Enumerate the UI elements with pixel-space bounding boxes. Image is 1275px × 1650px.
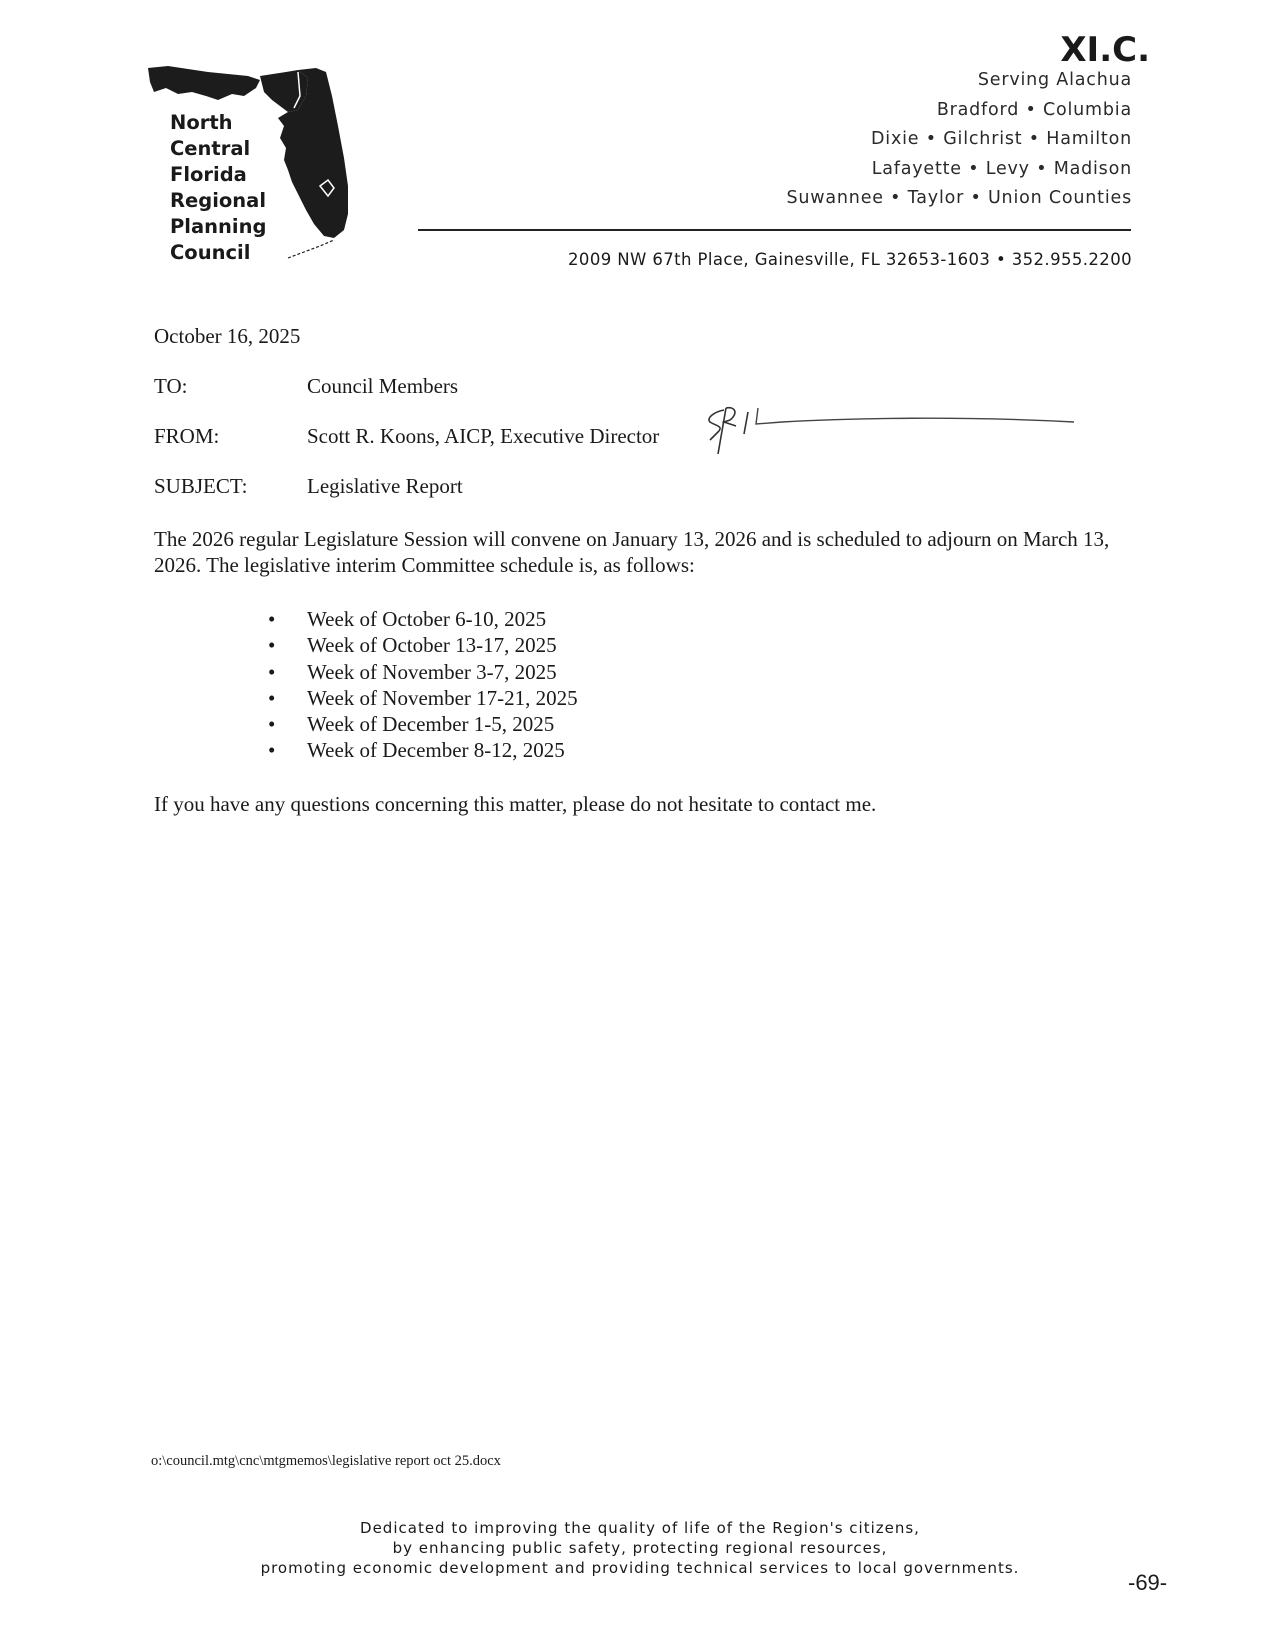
logo-line: Regional — [170, 189, 267, 212]
subject-value: Legislative Report — [307, 474, 463, 498]
list-item — [154, 685, 578, 711]
bullet-icon: • — [268, 712, 276, 737]
file-path: o:\council.mtg\cnc\mtgmemos\legislative report oct 25.docx — [151, 1453, 501, 1469]
list-item — [154, 711, 578, 737]
body-paragraph: The 2026 regular Legislature Session will convene on January 13, 2026 and is scheduled to adjourn on March 13, 2026. The legislative interim Committee schedule is, as follows: — [154, 527, 1110, 577]
mission-line: by enhancing public safety, protecting regional resources, — [392, 1539, 888, 1557]
page-number: -69- — [1128, 1570, 1168, 1595]
serving-line: Dixie • Gilchrist • Hamilton — [871, 129, 1132, 149]
memo-date: October 16, 2025 — [154, 324, 301, 348]
schedule-week: Week of November 3-7, 2025 — [307, 659, 557, 684]
mission-line: promoting economic development and providing technical services to local governments. — [260, 1559, 1020, 1577]
header-divider — [418, 229, 1131, 231]
signature-icon — [702, 404, 1082, 460]
schedule-week: Week of December 1-5, 2025 — [307, 712, 555, 737]
logo-line: Council — [170, 241, 251, 264]
to-value: Council Members — [307, 374, 459, 398]
committee-schedule-list — [154, 606, 578, 764]
bullet-icon: • — [268, 633, 276, 658]
serving-line: Bradford • Columbia — [936, 99, 1132, 120]
closing-sentence: If you have any questions concerning this matter, please do not hesitate to contact me. — [154, 792, 877, 816]
agenda-item-label: XI.C. — [1060, 30, 1150, 70]
schedule-week: Week of December 8-12, 2025 — [307, 738, 565, 763]
serving-line: Suwannee • Taylor • Union Counties — [786, 188, 1132, 208]
logo-line: North — [170, 111, 233, 134]
from-value: Scott R. Koons, AICP, Executive Director — [307, 424, 660, 448]
logo-line: Central — [170, 137, 251, 160]
schedule-week: Week of October 13-17, 2025 — [307, 633, 557, 658]
list-item — [154, 659, 578, 685]
from-label: FROM: — [154, 424, 220, 448]
bullet-icon: • — [268, 607, 276, 631]
council-address: 2009 NW 67th Place, Gainesville, FL 32653-1603 • 352.955.2200 — [568, 250, 1132, 269]
to-label: TO: — [154, 374, 188, 398]
logo-line: Florida — [170, 163, 247, 186]
list-item — [154, 606, 578, 632]
subject-label: SUBJECT: — [154, 474, 248, 498]
bullet-icon: • — [268, 738, 276, 763]
logo-line: Planning — [170, 215, 267, 238]
council-logo — [148, 66, 360, 276]
serving-counties — [786, 66, 1132, 214]
mission-line: Dedicated to improving the quality of life of the Region's citizens, — [360, 1519, 920, 1537]
schedule-week: Week of November 17-21, 2025 — [307, 685, 578, 710]
bullet-icon: • — [268, 659, 276, 684]
serving-line: Lafayette • Levy • Madison — [871, 158, 1132, 179]
schedule-week: Week of October 6-10, 2025 — [307, 607, 547, 631]
council-name — [170, 110, 266, 266]
list-item — [154, 632, 578, 658]
serving-line: Serving Alachua — [977, 70, 1132, 90]
signature — [702, 404, 1082, 465]
list-item — [154, 737, 578, 763]
bullet-icon: • — [268, 685, 276, 710]
mission-statement — [160, 1518, 1120, 1578]
